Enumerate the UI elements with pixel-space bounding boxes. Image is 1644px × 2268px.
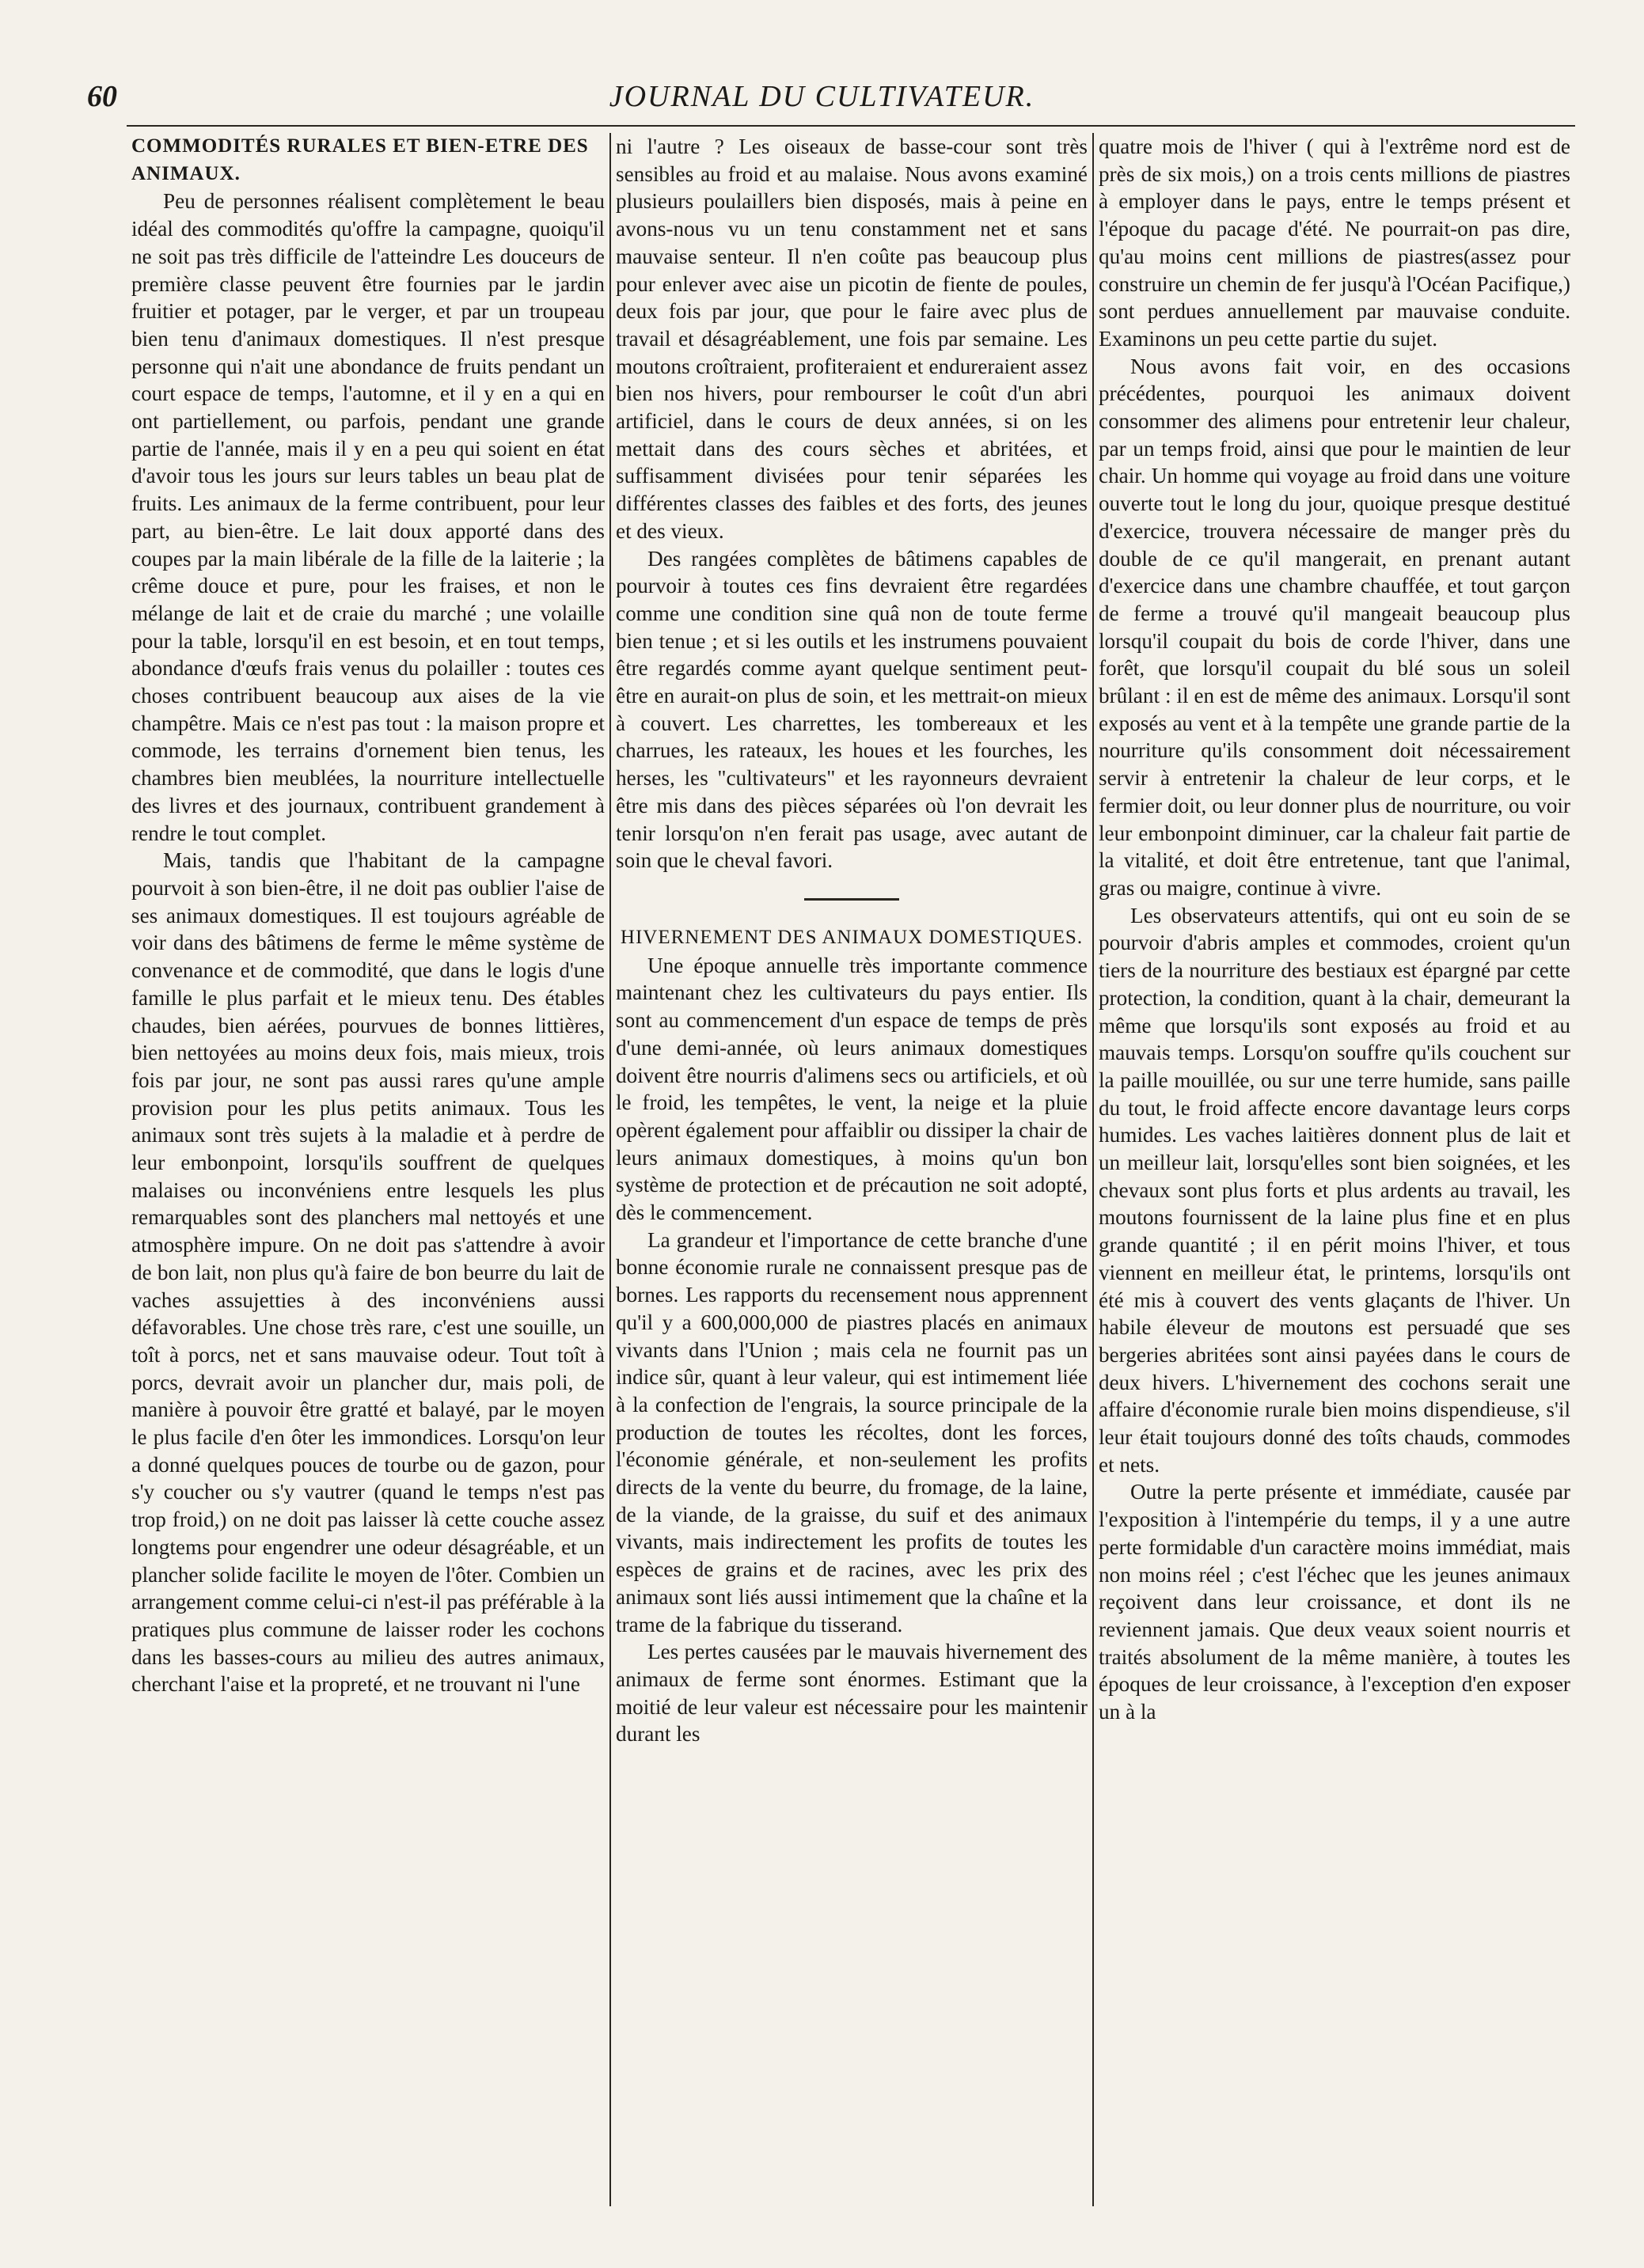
paragraph: Mais, tandis que l'habitant de la campagne pourvoit à son bien-être, il ne doit pas oublier l'aise de ses animaux domestiques. Il est toujours agréable de voir dans des bâtimens de ferme le même système de convenance et de commodité, que dans le logis d'une famille le plus parfait et le mieux tenu. Des étables chaudes, bien aérées, pourvues de bonnes littières, bien nettoyées au moins deux fois, mais mieux, trois fois par jour, ne sont pas aussi rares qu'une ample provision pour les plus petits animaux. Tous les animaux sont très sujets à la maladie et à perdre de leur embonpoint, lorsqu'ils souffrent de quelques malaises ou inconvéniens entre lesquels les plus remarquables sont des planchers mal nettoyés et une atmosphère impure. On ne doit pas s'attendre à avoir de bon lait, non plus qu'à faire de bon beurre du lait de vaches assujetties à des inconvéniens aussi défavorables. Une chose très rare, c'est une souille, un toît à porcs, net et sans mauvaise odeur. Tout toît à porcs, devrait avoir un plancher dur, mais poli, de manière à pouvoir être gratté et balayé, par le moyen le plus facile d'en ôter les immondices. Lorsqu'on leur a donné quelques pouces de tourbe ou de gazon, pour s'y coucher ou s'y vautrer (quand le temps n'est pas trop froid,) on ne doit pas laisser là cette couche assez longtems pour engendrer une odeur désagréable, et un plancher solide facilite le moyen de l'ôter. Combien un arrangement comme celui-ci n'est-il pas préférable à la pratiques plus commune de laisser roder les cochons dans les basses-cours au milieu des autres animaux, cherchant l'aise et la propreté, et ne trouvant ni l'une: [131, 848, 605, 1697]
paragraph: Nous avons fait voir, en des occasions précédentes, pourquoi les animaux doivent consommer des alimens pour entretenir leur chaleur, par un temps froid, ainsi que pour le maintien de leur chair. Un homme qui voyage au froid dans une voiture ouverte tout le long du jour, quoique presque destitué d'exercice, trouvera nécessaire de manger près du double de ce qu'il mangerait, en prenant autant d'exercice dans une chambre chauffée, et tout garçon de ferme a trouvé qu'il mangeait beaucoup plus lorsqu'il coupait du bois de corde l'hiver, dans une forêt, que lorsqu'il coupait du blé sous un soleil brûlant : il en est de même des animaux. Lorsqu'il sont exposés au vent et à la tempête une grande partie de la nourriture qu'ils consomment doit nécessairement servir à entretenir la chaleur de leur corps, et le fermier doit, ou leur donner plus de nourriture, ou voir leur embonpoint diminuer, car la chaleur fait partie de la vitalité, et doit être entretenue, tant que l'animal, gras ou maigre, continue à vivre.: [1099, 354, 1570, 900]
paragraph: Les observateurs attentifs, qui ont eu soin de se pourvoir d'abris amples et commodes, croient qu'un tiers de la nourriture des bestiaux est épargné par cette protection, la condition, quant à la chair, demeurant la même que lorsqu'ils sont exposés au froid et au mauvais temps. Lorsqu'on souffre qu'ils couchent sur la paille mouillée, ou sur une terre humide, sans paille du tout, le froid affecte encore davantage leurs corps humides. Les vaches laitières donnent plus de lait et un meilleur lait, lorsqu'elles sont bien soignées, et les chevaux sont plus forts et plus ardents au travail, les moutons fournissent de la laine plus fine et en plus grande quantité ; il en périt moins l'hiver, et tous viennent en meilleur état, le printems, lorsqu'ils ont été mis à couvert des vents glaçants de l'hiver. Un habile éleveur de moutons est persuadé que ses bergeries abritées sont ainsi payées dans le cours de deux hivers. L'hivernement des cochons serait une affaire d'économie rurale bien moins dispendieuse, s'il leur était toujours donné des toîts chauds, commodes et nets.: [1099, 903, 1570, 1477]
article-heading-hivernement: HIVERNEMENT DES ANIMAUX DOMESTIQUES.: [620, 926, 1084, 948]
paragraph: Peu de personnes réalisent complètement le beau idéal des commodités qu'offre la campagne, quoiqu'il ne soit pas très difficile de l'atteindre Les douceurs de première classe peuvent être fournies par le jardin fruitier et potager, par le verger, et par un troupeau bien tenu d'animaux domestiques. Il n'est presque personne qui n'ait une abondance de fruits pendant un court espace de temps, l'automne, et il y en a qui en ont partiellement, ou parfois, pendant une grande partie de l'année, mais il y en a peu qui soient en état d'avoir tous les jours sur leurs tables un beau plat de fruits. Les animaux de la ferme contribuent, pour leur part, au bien-être. Le lait doux apporté dans des coupes par la main libérale de la fille de la laiterie ; la crême douce et pure, pour les fraises, et non le mélange de lait et de craie du marché ; une volaille pour la table, lorsqu'il en est besoin, et en tout temps, abondance d'œufs frais venus du polailler : toutes ces choses contribuent beaucoup aux aises de la vie champêtre. Mais ce n'est pas tout : la maison propre et commode, les terrains d'ornement bien tenus, les chambres bien meublées, la nourriture intellectuelle des livres et des journaux, contribuent grandement à rendre le tout complet.: [131, 189, 605, 845]
header-rule: [127, 125, 1575, 127]
column-2: [609, 133, 1092, 2206]
paragraph: Les pertes causées par le mauvais hivernement des animaux de ferme sont énormes. Estimant que la moitié de leur valeur est nécessaire pour les maintenir durant les: [616, 1640, 1088, 1747]
paragraph: ni l'autre ? Les oiseaux de basse-cour sont très sensibles au froid et au malaise. Nous avons examiné plusieurs poulaillers bien disposés, mais à peine en avons-nous vu un tenu constamment net et sans mauvaise senteur. Il n'en coûte pas beaucoup plus pour enlever avec aise un picotin de fiente de poules, deux fois par jour, que pour le faire avec plus de travail et désagréablement, une fois par semaine. Les moutons croîtraient, profiteraient et endureraient assez bien nos hivers, pour rembourser le coût d'un abri artificiel, dans le cours de deux années, si on les mettait dans des cours sèches et abritées, et suffisamment divisées pour tenir séparées les différentes classes des faibles et des forts, des jeunes et des vieux.: [616, 135, 1088, 543]
paragraph: Outre la perte présente et immédiate, causée par l'exposition à l'intempérie du temps, il y a une autre perte formidable d'un caractère moins immédiat, mais non moins réel ; c'est l'échec que les jeunes animaux reçoivent dans leur croissance, et dont ils ne reviennent jamais. Que deux veaux soient nourris et traités absolument de la même manière, à toutes les époques de leur croissance, à l'exception d'en exposer un à la: [1099, 1480, 1570, 1724]
column-3: [1092, 133, 1575, 2206]
paragraph: Une époque annuelle très importante commence maintenant chez les cultivateurs du pays entier. Ils sont au commencement d'un espace de temps de près d'une demi-année, où leurs animaux domestiques doivent être nourris d'alimens secs ou artificiels, et où le froid, les tempêtes, le vent, la neige et la pluie opèrent également pour affaiblir ou dissiper la chair de leurs animaux domestiques, à moins qu'un bon système de protection et de précaution ne soit adopté, dès le commencement.: [616, 953, 1088, 1225]
article-columns: [127, 133, 1575, 2206]
paragraph: La grandeur et l'importance de cette branche d'une bonne économie rurale ne connaissent presque pas de bornes. Les rapports du recensement nous apprennent qu'il y a 600,000,000 de piastres placés en animaux vivants dans l'Union ; mais cela ne fournit pas un indice sûr, quant à leur valeur, qui est intimement liée à la confection de l'engrais, la source principale de la production de toutes les récoltes, dont les forces, l'économie générale, et non-seulement les profits directs de la vente du beurre, du fromage, de la laine, de la viande, de la graisse, du suif et des animaux vivants, mais indirectement les profits de toutes les espèces de grains et de racines, avec les prix des animaux sont liés aussi intimement que la chaîne et la trame de la fabrique du tisserand.: [616, 1227, 1088, 1637]
article-heading-commodites: COMMODITÉS RURALES ET BIEN-ETRE DES ANIMAUX.: [131, 135, 589, 184]
column-1: [127, 133, 609, 2206]
paragraph: Des rangées complètes de bâtimens capables de pourvoir à toutes ces fins devraient être regardées comme une condition sine quâ non de toute ferme bien tenue ; et si les outils et les instrumens pouvaient être regardés comme ayant quelque sentiment peut-être en aurait-on plus de soin, et les mettrait-on mieux à couvert. Les charrettes, les tombereaux et les charrues, les rateaux, les houes et les fourches, les herses, les "cultivateurs" et les rayonneurs devraient être mis dans des pièces séparées où l'on devrait les tenir lorsqu'on n'en ferait pas usage, avec autant de soin que le cheval favori.: [616, 546, 1088, 873]
running-head: JOURNAL DU CULTIVATEUR.: [609, 80, 1035, 113]
page-number: 60: [87, 80, 117, 113]
section-separator: [804, 898, 899, 901]
paragraph: quatre mois de l'hiver ( qui à l'extrême nord est de près de six mois,) on a trois cents millions de piastres à employer dans le pays, entre le temps présent et l'époque du pacage d'été. Ne pourrait-on pas dire, qu'au moins cent millions de piastres(assez pour construire un chemin de fer jusqu'à l'Océan Pacifique,) sont perdues annuellement par mauvaise conduite. Examinons un peu cette partie du sujet.: [1099, 135, 1570, 351]
